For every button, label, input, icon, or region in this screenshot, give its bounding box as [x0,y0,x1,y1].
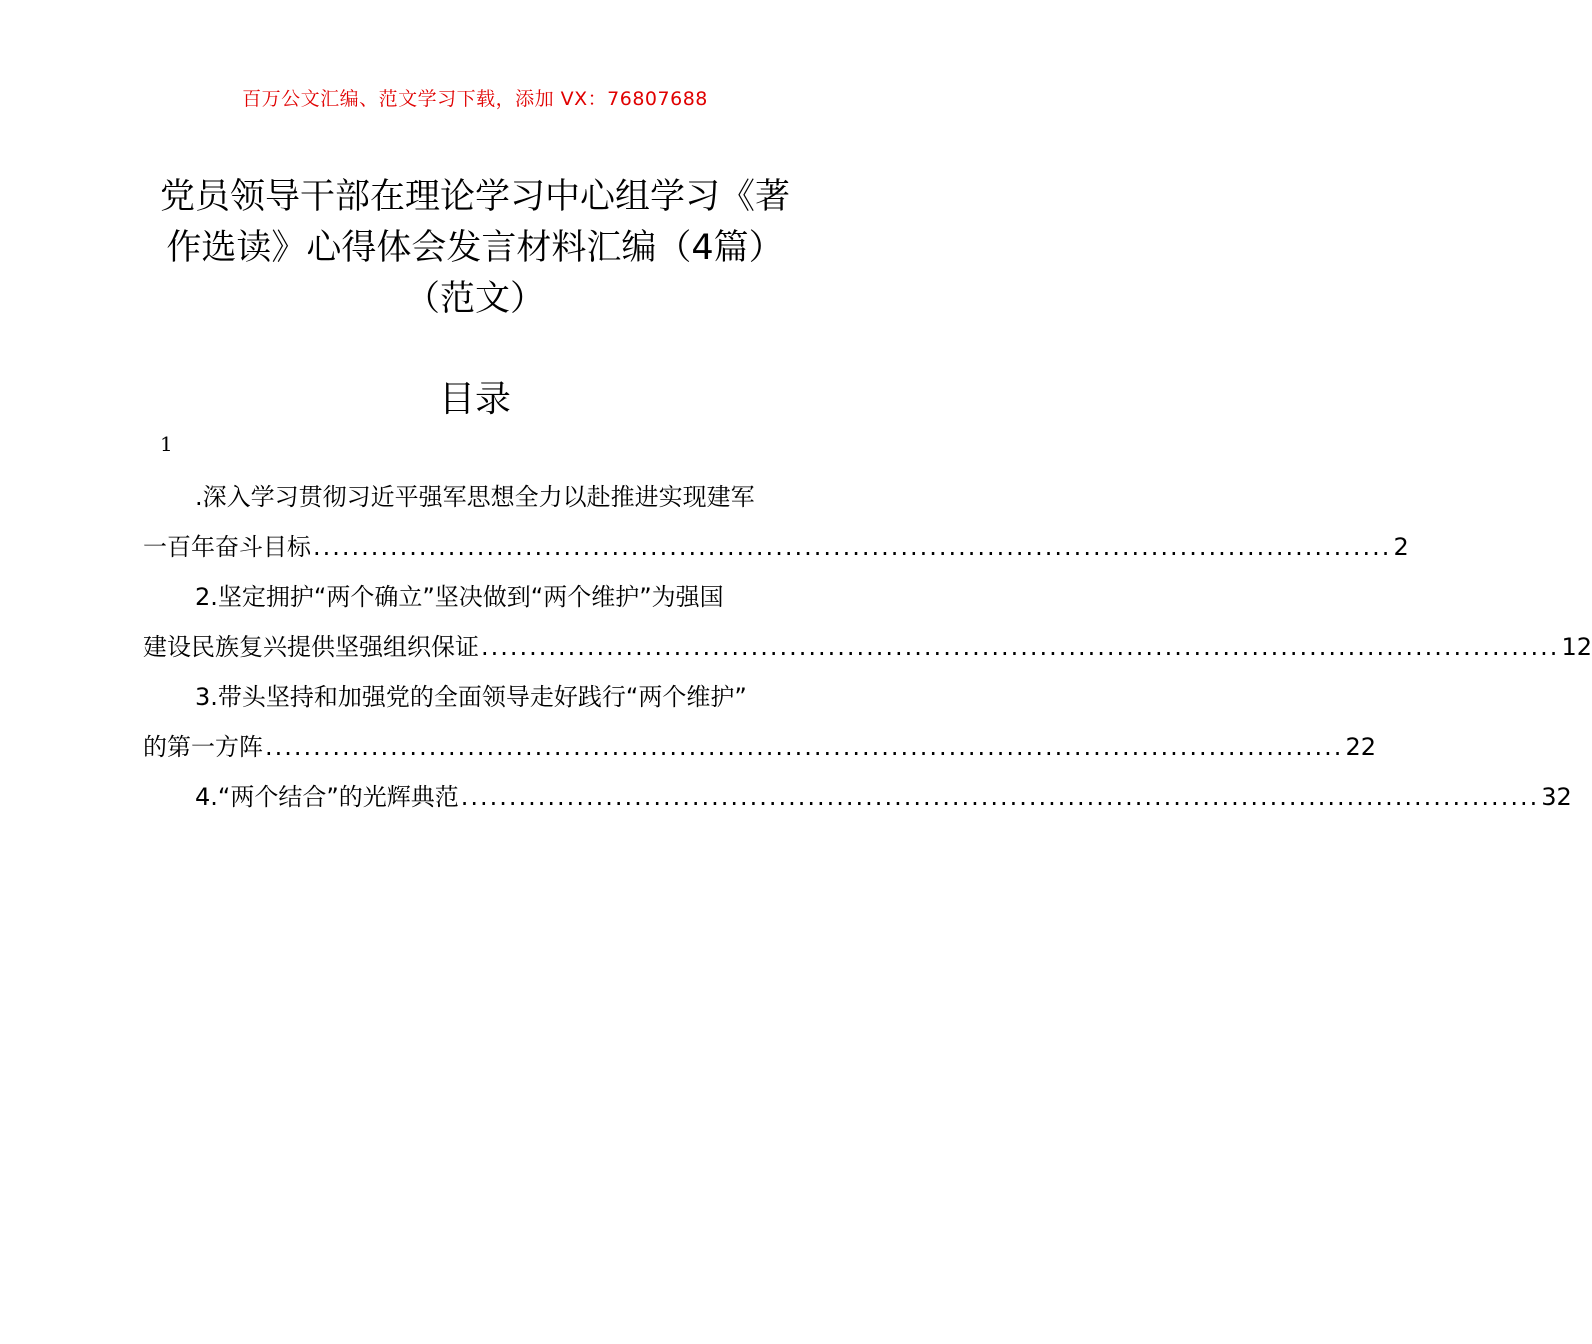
title-line-3: （范文） [404,279,545,319]
toc-page-number: 12 [1561,633,1592,661]
dot-leader: ................................................................................................................ [265,733,1344,761]
toc-entry-text-cont: 一百年奋斗目标 [143,533,311,561]
toc-entry-1[interactable] [143,472,1409,572]
toc-entry-text: .深入学习贯彻习近平强军思想全力以赴推进实现建军 [195,483,755,511]
toc-entry-text: 3.带头坚持和加强党的全面领导走好践行“两个维护” [195,683,747,711]
toc-entry-text-cont: 的第一方阵 [143,733,263,761]
title-line-1: 党员领导干部在理论学习中心组学习《著 [159,177,790,217]
header-contact-note: 百万公文汇编、范文学习下载，添加 VX：76807688 [242,88,708,110]
stray-number: 1 [160,432,173,456]
dot-leader: ................................................................................................................ [313,533,1392,561]
toc-entry-text: 2.坚定拥护“两个确立”坚决做到“两个维护”为强国 [195,583,724,611]
toc-entry-3[interactable] [143,672,1376,772]
toc-heading: 目录 [438,379,511,420]
document-title [130,172,820,325]
toc-entry-2[interactable] [143,572,1592,672]
toc-entry-4[interactable] [143,772,1572,822]
title-line-2: 作选读》心得体会发言材料汇编（4篇） [166,228,784,268]
toc-entry-text: 4.“两个结合”的光辉典范 [195,783,459,811]
dot-leader: ................................................................................................................ [460,783,1540,811]
dot-leader: ................................................................................................................ [481,633,1560,661]
table-of-contents [143,472,1592,822]
toc-page-number: 32 [1541,783,1572,811]
toc-entry-text-cont: 建设民族复兴提供坚强组织保证 [143,633,479,661]
toc-page-number: 22 [1345,733,1376,761]
toc-page-number: 2 [1393,533,1409,561]
